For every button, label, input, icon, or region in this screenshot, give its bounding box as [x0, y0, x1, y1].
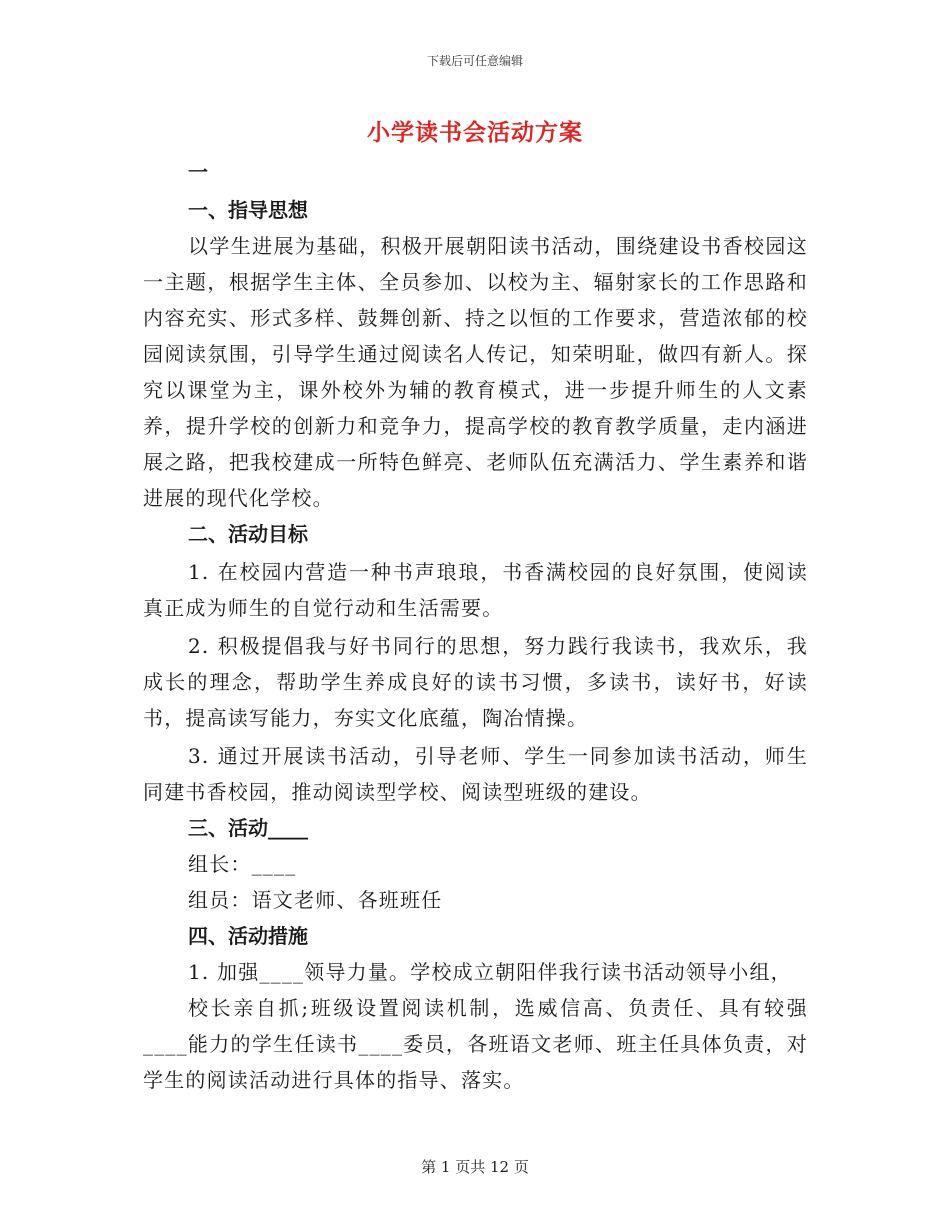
section-heading-guiding-thought: 一、指导思想: [188, 198, 308, 222]
section-heading-activity-goals: 二、活动目标: [188, 522, 308, 546]
document-title: 小学读书会活动方案: [367, 119, 583, 146]
goal-item-2: 2. 积极提倡我与好书同行的思想，努力践行我读书，我欢乐，我成长的理念，帮助学生养成良好的读书习惯，多读书，读好书，好读书，提高读写能力，夯实文化底蕴，陶冶情操。: [143, 634, 808, 730]
goal-item-3: 3. 通过开展读书活动，引导老师、学生一同参加读书活动，师生同建书香校园，推动阅读型学校、阅读型班级的建设。: [143, 744, 808, 804]
leader-line: 组长：____: [188, 852, 297, 876]
section-heading-activity-org: 三、活动____: [188, 816, 308, 840]
page-footer: 第 1 页共 12 页: [421, 1158, 529, 1176]
paragraph-guiding-thought: 以学生进展为基础，积极开展朝阳读书活动，围绕建设书香校园这一主题，根据学生主体、全员参加、以校为主、辐射家长的工作思路和内容充实、形式多样、鼓舞创新、持之以恒的工作要求，营造浓郁的校园阅读氛围，引导学生通过阅读名人传记，知荣明耻，做四有新人。探究以课堂为主，课外校外为辅的教育模式，进一步提升师生的人文素养，提升学校的创新力和竞争力，提高学校的教育教学质量，走内涵进展之路，把我校建成一所特色鲜亮、老师队伍充满活力、学生素养和谐进展的现代化学校。: [143, 234, 808, 510]
dash-marker: 一: [188, 160, 208, 184]
measure-item-1-body: 校长亲自抓;班级设置阅读机制，选威信高、负责任、具有较强____能力的学生任读书____委员，各班语文老师、班主任具体负责，对学生的阅读活动进行具体的指导、落实。: [143, 996, 808, 1092]
header-note: 下载后可任意编辑: [426, 54, 523, 68]
document-body: [143, 152, 808, 1098]
members-line: 组员：语文老师、各班班任: [188, 888, 443, 912]
measure-item-1-first-line: 1. 加强____领导力量。学校成立朝阳伴我行读书活动领导小组，: [188, 960, 792, 984]
goal-item-1: 1. 在校园内营造一种书声琅琅，书香满校园的良好氛围，使阅读真正成为师生的自觉行动和生活需要。: [143, 560, 808, 620]
section-heading-measures: 四、活动措施: [188, 924, 308, 948]
